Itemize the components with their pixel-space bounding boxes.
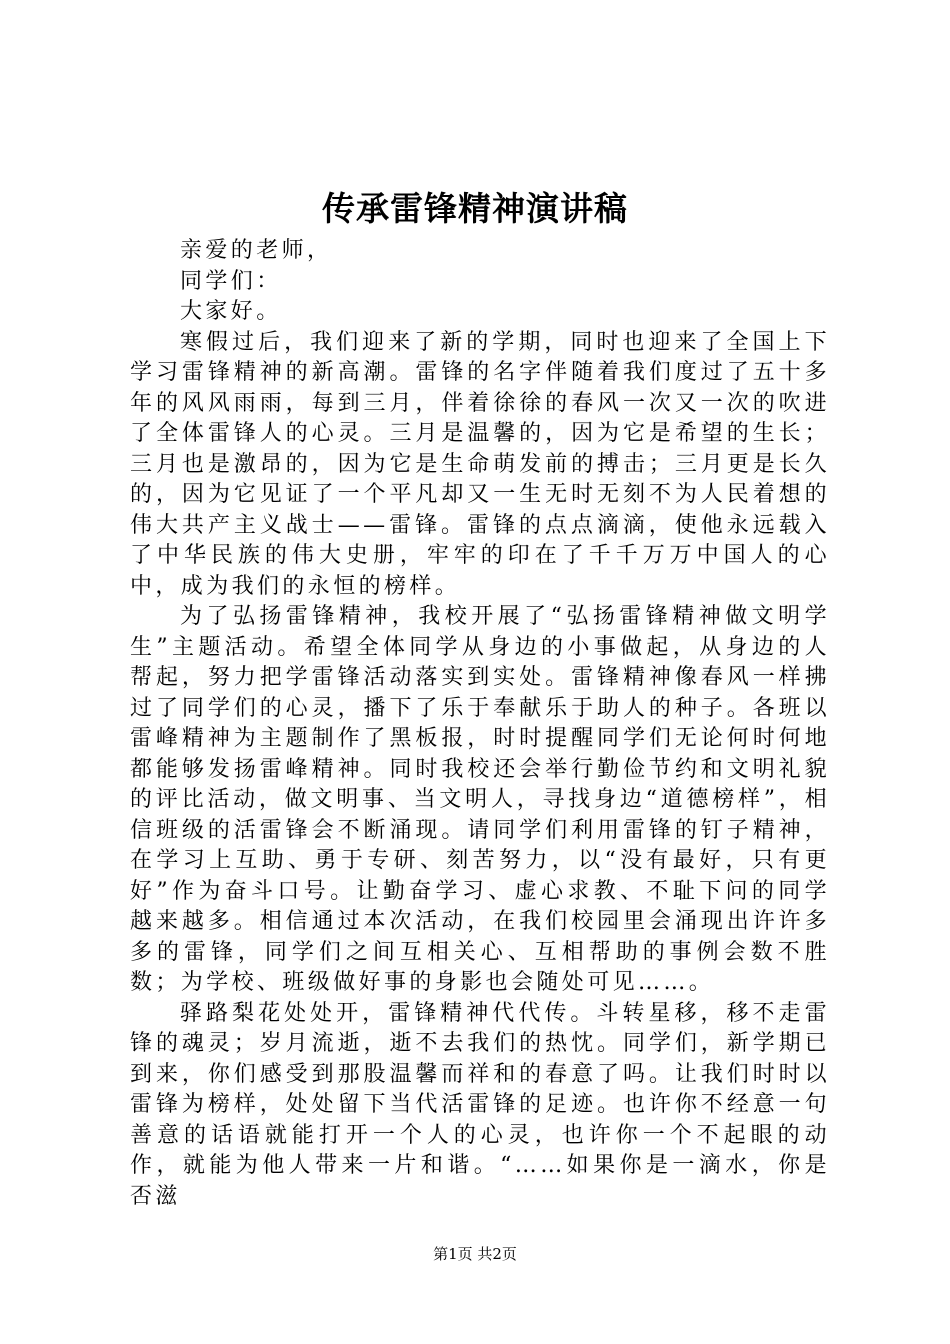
salutation-teachers: 亲爱的老师， xyxy=(180,238,333,263)
salutation-students: 同学们： xyxy=(180,268,282,294)
body-paragraph: 寒假过后，我们迎来了新的学期，同时也迎来了全国上下学习雷锋精神的新高潮。雷锋的名字伴随着我们度过了五十多年的风风雨雨，每到三月，伴着徐徐的春风一次又一次的吹进了全体雷锋人的心灵。三月是温馨的，因为它是希望的生长；三月也是激昂的，因为它是生命萌发前的搏击；三月更是长久的，因为它见证了一个平凡却又一生无时无刻不为人民着想的伟大共产主义战士——雷锋。雷锋的点点滴滴，使他永远载入了中华民族的伟大史册，牢牢的印在了千千万万中国人的心中，成为我们的永恒的榜样。 xyxy=(130,329,830,599)
document-title: 传承雷锋精神演讲稿 xyxy=(322,189,628,228)
body-paragraph: 为了弘扬雷锋精神，我校开展了“弘扬雷锋精神做文明学生”主题活动。希望全体同学从身边的小事做起，从身边的人帮起，努力把学雷锋活动落实到实处。雷锋精神像春风一样拂过了同学们的心灵，播下了乐于奉献乐于助人的种子。各班以雷峰精神为主题制作了黑板报，时时提醒同学们无论何时何地都能够发扬雷峰精神。同时我校还会举行勤俭节约和文明礼貌的评比活动，做文明事、当文明人，寻找身边“道德榜样”，相信班级的活雷锋会不断涌现。请同学们利用雷锋的钉子精神，在学习上互助、勇于专研、刻苦努力，以“没有最好，只有更好”作为奋斗口号。让勤奋学习、虚心求教、不耻下问的同学越来越多。相信通过本次活动，在我们校园里会涌现出许许多多的雷锋，同学们之间互相关心、互相帮助的事例会数不胜数；为学校、班级做好事的身影也会随处可见……。 xyxy=(130,604,830,995)
document-body xyxy=(130,236,830,1212)
greeting: 大家好。 xyxy=(180,299,282,324)
body-paragraph: 驿路梨花处处开，雷锋精神代代传。斗转星移，移不走雷锋的魂灵；岁月流逝，逝不去我们的热忱。同学们，新学期已到来，你们感受到那股温馨而祥和的春意了吗。让我们时时以雷锋为榜样，处处留下当代活雷锋的足迹。也许你不经意一句善意的话语就能打开一个人的心灵，也许你一个不起眼的动作，就能为他人带来一片和谐。“……如果你是一滴水，你是否滋 xyxy=(130,1000,830,1209)
page-number-footer: 第1页 共2页 xyxy=(433,1245,517,1263)
